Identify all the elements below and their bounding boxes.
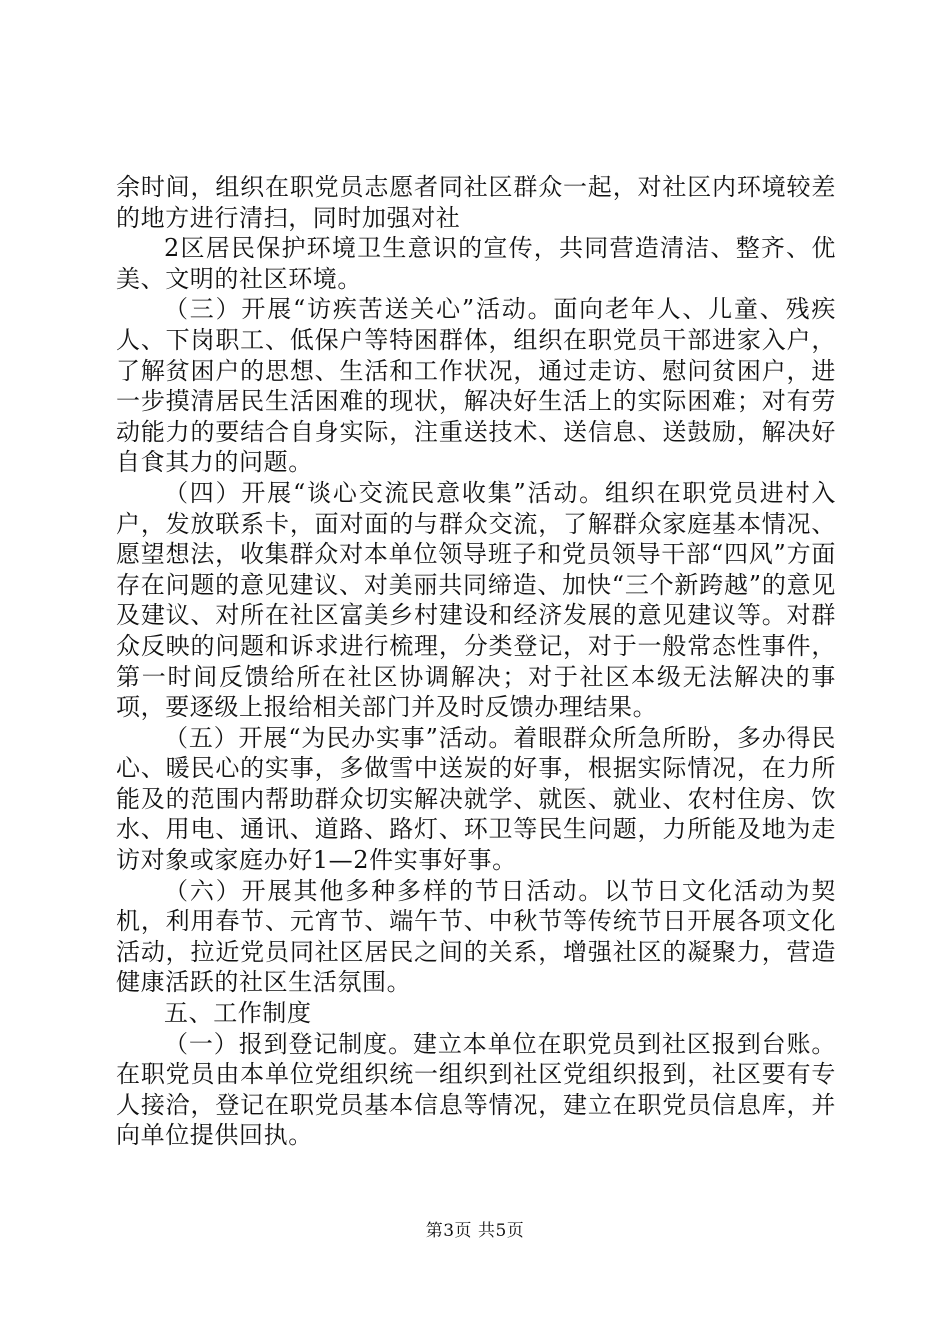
paragraph-8: （一）报到登记制度。建立本单位在职党员到社区报到台账。在职党员由本单位党组织统一组织到社区党组织报到，社区要有专人接洽，登记在职党员基本信息等情况，建立在职党员信息库，并向单位提供回执。 bbox=[116, 1029, 836, 1150]
document-body bbox=[116, 172, 836, 1151]
page-footer: 第3页 共5页 bbox=[425, 1221, 525, 1241]
paragraph-2: 2区居民保护环境卫生意识的宣传，共同营造清洁、整齐、优美、文明的社区环境。 bbox=[116, 234, 836, 293]
paragraph-4: （四）开展“谈心交流民意收集”活动。组织在职党员进村入户，发放联系卡，面对面的与群众交流，了解群众家庭基本情况、愿望想法，收集群众对本单位领导班子和党员领导干部“四风”方面存在问题的意见建议、对美丽共同缔造、加快“三个新跨越”的意见及建议、对所在社区富美乡村建设和经济发展的意见建议等。对群众反映的问题和诉求进行梳理，分类登记，对于一般常态性事件，第一时间反馈给所在社区协调解决；对于社区本级无法解决的事项，要逐级上报给相关部门并及时反馈办理结果。 bbox=[116, 478, 836, 722]
paragraph-1: 余时间，组织在职党员志愿者同社区群众一起，对社区内环境较差的地方进行清扫，同时加强对社 bbox=[116, 173, 836, 232]
paragraph-3: （三）开展“访疾苦送关心”活动。面向老年人、儿童、残疾人、下岗职工、低保户等特困群体，组织在职党员干部进家入户，了解贫困户的思想、生活和工作状况，通过走访、慰问贫困户，进一步摸清居民生活困难的现状，解决好生活上的实际困难；对有劳动能力的要结合自身实际，注重送技术、送信息、送鼓励，解决好自食其力的问题。 bbox=[116, 295, 836, 477]
section-heading-work-system: 五、工作制度 bbox=[164, 999, 312, 1028]
paragraph-6: （六）开展其他多种多样的节日活动。以节日文化活动为契机，利用春节、元宵节、端午节、中秋节等传统节日开展各项文化活动，拉近党员同社区居民之间的关系，增强社区的凝聚力，营造健康活跃的社区生活氛围。 bbox=[116, 876, 836, 997]
paragraph-5: （五）开展“为民办实事”活动。着眼群众所急所盼，多办得民心、暖民心的实事，多做雪中送炭的好事，根据实际情况，在力所能及的范围内帮助群众切实解决就学、就医、就业、农村住房、饮水、用电、通讯、道路、路灯、环卫等民生问题，力所能及地为走访对象或家庭办好1—2件实事好事。 bbox=[116, 723, 836, 875]
